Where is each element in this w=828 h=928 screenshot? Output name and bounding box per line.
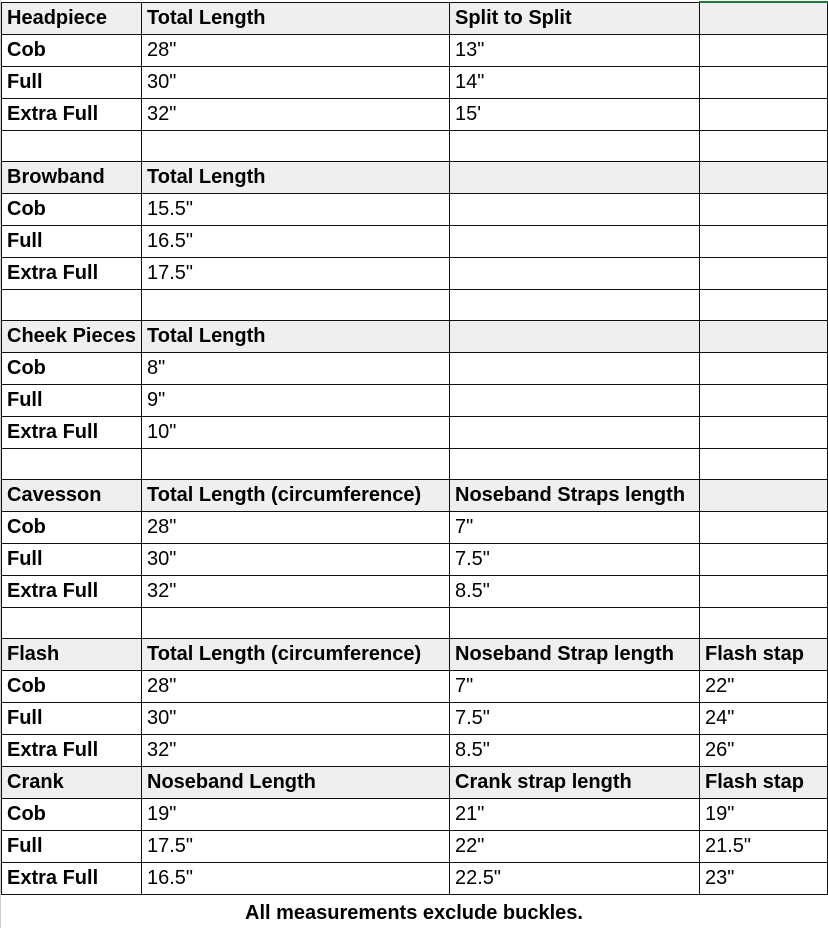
blank-cell[interactable] (2, 607, 142, 638)
table-row (2, 830, 828, 862)
header-cell[interactable]: Noseband Strap length (450, 638, 700, 670)
table-row (2, 352, 828, 384)
measurement-cell[interactable]: 32" (142, 734, 450, 766)
header-cell[interactable] (700, 161, 828, 193)
table-row (2, 384, 828, 416)
measurement-cell[interactable]: 7.5" (450, 543, 700, 575)
measurement-cell[interactable]: 28" (142, 511, 450, 543)
measurement-cell[interactable]: 32" (142, 575, 450, 607)
blank-cell[interactable] (450, 448, 700, 479)
header-cell[interactable]: Cavesson (2, 479, 142, 511)
footnote: All measurements exclude buckles. (245, 902, 583, 924)
section-header-row (2, 638, 828, 670)
table-row (2, 225, 828, 257)
section-header-row (2, 320, 828, 352)
measurement-cell[interactable]: 19" (142, 798, 450, 830)
measurement-cell[interactable]: 30" (142, 702, 450, 734)
measurement-cell[interactable]: 13" (450, 34, 700, 66)
size-label-cell[interactable]: Cob (2, 34, 142, 66)
measurement-cell[interactable]: 30" (142, 66, 450, 98)
blank-row (2, 289, 828, 320)
measurement-cell[interactable]: 14" (450, 66, 700, 98)
size-label-cell[interactable]: Full (2, 384, 142, 416)
table-row (2, 257, 828, 289)
blank-cell[interactable] (450, 130, 700, 161)
measurement-cell[interactable]: 16.5" (142, 225, 450, 257)
measurement-cell[interactable]: 16.5" (142, 862, 450, 894)
measurement-cell[interactable]: 22" (700, 670, 828, 702)
measurement-cell[interactable] (700, 193, 828, 225)
blank-cell[interactable] (450, 289, 700, 320)
table-row (2, 543, 828, 575)
measurement-cell[interactable] (700, 34, 828, 66)
measurement-cell[interactable]: 9" (142, 384, 450, 416)
measurement-cell[interactable]: 8" (142, 352, 450, 384)
measurement-cell[interactable]: 21.5" (700, 830, 828, 862)
measurement-cell[interactable] (700, 384, 828, 416)
measurement-cell[interactable] (700, 66, 828, 98)
blank-cell[interactable] (700, 448, 828, 479)
measurement-cell[interactable]: 15.5" (142, 193, 450, 225)
measurement-cell[interactable] (450, 257, 700, 289)
header-cell[interactable]: Noseband Straps length (450, 479, 700, 511)
table-row (2, 416, 828, 448)
header-cell[interactable]: Total Length (142, 2, 450, 34)
measurement-cell[interactable]: 28" (142, 34, 450, 66)
blank-row (2, 448, 828, 479)
blank-cell[interactable] (450, 607, 700, 638)
section-header-row (2, 479, 828, 511)
blank-row (2, 607, 828, 638)
table-row (2, 670, 828, 702)
size-label-cell[interactable]: Full (2, 830, 142, 862)
header-cell[interactable]: Total Length (142, 320, 450, 352)
size-label-cell[interactable]: Full (2, 66, 142, 98)
header-cell[interactable]: Flash stap (700, 766, 828, 798)
measurement-cell[interactable]: 22" (450, 830, 700, 862)
blank-cell[interactable] (2, 130, 142, 161)
size-label-cell[interactable]: Extra Full (2, 416, 142, 448)
blank-row (2, 130, 828, 161)
measurement-cell[interactable] (700, 543, 828, 575)
measurement-cell[interactable]: 23" (700, 862, 828, 894)
table-row (2, 798, 828, 830)
measurement-cell[interactable]: 8.5" (450, 734, 700, 766)
header-cell[interactable]: Flash (2, 638, 142, 670)
header-cell[interactable] (700, 320, 828, 352)
header-cell[interactable] (700, 2, 828, 34)
table-row (2, 98, 828, 130)
header-cell[interactable]: Headpiece (2, 2, 142, 34)
size-label-cell[interactable]: Extra Full (2, 862, 142, 894)
header-cell[interactable]: Split to Split (450, 2, 700, 34)
header-cell[interactable]: Flash stap (700, 638, 828, 670)
measurement-cell[interactable]: 30" (142, 543, 450, 575)
size-label-cell[interactable]: Extra Full (2, 734, 142, 766)
header-cell[interactable] (450, 161, 700, 193)
section-header-row (2, 2, 828, 34)
size-chart-table (1, 1, 828, 895)
measurement-cell[interactable] (450, 384, 700, 416)
blank-cell[interactable] (142, 448, 450, 479)
table-row (2, 702, 828, 734)
measurement-cell[interactable]: 28" (142, 670, 450, 702)
blank-cell[interactable] (700, 607, 828, 638)
measurement-cell[interactable]: 7" (450, 511, 700, 543)
blank-cell[interactable] (700, 130, 828, 161)
measurement-cell[interactable] (700, 225, 828, 257)
size-label-cell[interactable]: Cob (2, 193, 142, 225)
size-label-cell[interactable]: Cob (2, 511, 142, 543)
measurement-cell[interactable]: 26" (700, 734, 828, 766)
header-cell[interactable] (450, 320, 700, 352)
header-cell[interactable] (700, 479, 828, 511)
measurement-cell[interactable] (700, 257, 828, 289)
size-label-cell[interactable]: Full (2, 225, 142, 257)
measurement-cell[interactable]: 7.5" (450, 702, 700, 734)
table-row (2, 734, 828, 766)
section-header-row (2, 161, 828, 193)
measurement-cell[interactable] (700, 575, 828, 607)
header-cell[interactable]: Noseband Length (142, 766, 450, 798)
measurement-cell[interactable] (700, 352, 828, 384)
measurement-cell[interactable]: 15' (450, 98, 700, 130)
measurement-cell[interactable]: 24" (700, 702, 828, 734)
size-label-cell[interactable]: Extra Full (2, 98, 142, 130)
size-label-cell[interactable]: Cob (2, 798, 142, 830)
measurement-cell[interactable]: 19" (700, 798, 828, 830)
size-label-cell[interactable]: Full (2, 543, 142, 575)
table-row (2, 575, 828, 607)
blank-cell[interactable] (2, 289, 142, 320)
size-label-cell[interactable]: Cob (2, 352, 142, 384)
measurement-cell[interactable] (700, 416, 828, 448)
table-row (2, 862, 828, 894)
measurement-cell[interactable]: 10" (142, 416, 450, 448)
measurement-cell[interactable]: 7" (450, 670, 700, 702)
header-cell[interactable]: Total Length (circumference) (142, 479, 450, 511)
size-label-cell[interactable]: Full (2, 702, 142, 734)
header-cell[interactable]: Browband (2, 161, 142, 193)
blank-cell[interactable] (700, 289, 828, 320)
size-label-cell[interactable]: Extra Full (2, 257, 142, 289)
measurement-cell[interactable] (450, 352, 700, 384)
blank-cell[interactable] (142, 130, 450, 161)
measurement-cell[interactable] (450, 225, 700, 257)
measurement-cell[interactable]: 17.5" (142, 830, 450, 862)
measurement-cell[interactable]: 22.5" (450, 862, 700, 894)
measurement-cell[interactable]: 17.5" (142, 257, 450, 289)
blank-cell[interactable] (2, 448, 142, 479)
size-label-cell[interactable]: Extra Full (2, 575, 142, 607)
header-cell[interactable]: Total Length (circumference) (142, 638, 450, 670)
table-row (2, 66, 828, 98)
header-cell[interactable]: Crank strap length (450, 766, 700, 798)
header-cell[interactable]: Total Length (142, 161, 450, 193)
measurement-cell[interactable]: 32" (142, 98, 450, 130)
header-cell[interactable]: Crank (2, 766, 142, 798)
measurement-cell[interactable] (450, 193, 700, 225)
blank-cell[interactable] (142, 289, 450, 320)
size-label-cell[interactable]: Cob (2, 670, 142, 702)
measurement-cell[interactable] (700, 98, 828, 130)
table-row (2, 34, 828, 66)
table-row (2, 511, 828, 543)
header-cell[interactable]: Cheek Pieces (2, 320, 142, 352)
measurement-cell[interactable]: 8.5" (450, 575, 700, 607)
measurement-cell[interactable] (700, 511, 828, 543)
blank-cell[interactable] (142, 607, 450, 638)
table-body (2, 2, 828, 894)
measurement-cell[interactable]: 21" (450, 798, 700, 830)
section-header-row (2, 766, 828, 798)
table-row (2, 193, 828, 225)
measurement-cell[interactable] (450, 416, 700, 448)
